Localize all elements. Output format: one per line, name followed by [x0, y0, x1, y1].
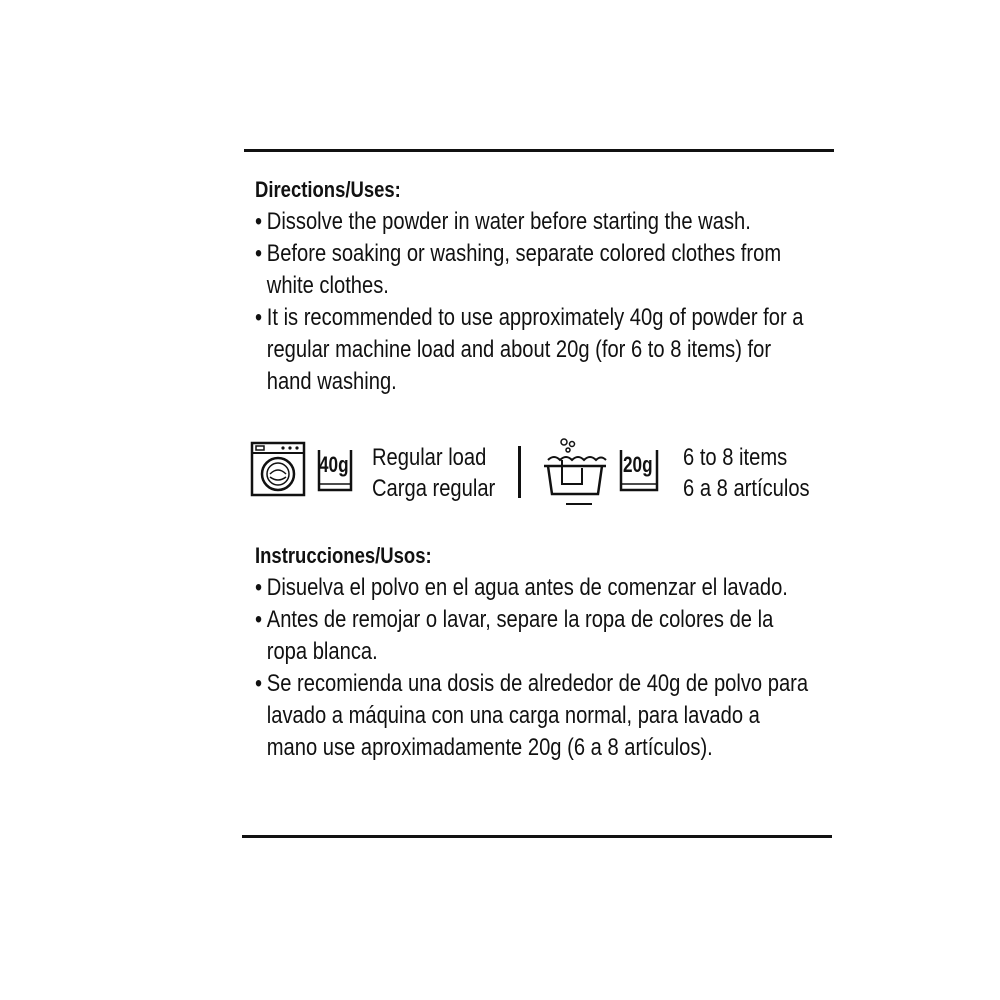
regular-load-label-en: Regular load — [372, 444, 487, 471]
dosage-guide — [250, 438, 840, 508]
list-item-text: Dissolve the powder in water before starting the wash. — [266, 208, 751, 235]
directions-list — [255, 206, 835, 398]
list-item-text: It is recommended to use approximately 40g of powder for a regular machine load and about 20g (for 6 to 8 items) for hand washing. — [266, 304, 804, 395]
list-item — [255, 572, 813, 604]
list-item-text: Se recomienda una dosis de alrededor de 40g de polvo para lavado a máquina con una carga normal, para lavado a mano use aproximadamente 20g (6 a 8 artículos). — [266, 670, 809, 761]
bottom-divider-line — [242, 835, 832, 838]
dose-amount-40g: 40g — [319, 452, 349, 477]
bullet-icon: • — [255, 670, 263, 697]
hand-wash-basin-icon — [540, 438, 610, 510]
list-item — [255, 604, 813, 668]
dose-amount-20g: 20g — [623, 452, 653, 477]
hand-wash-label-en: 6 to 8 items — [683, 444, 788, 471]
list-item — [255, 238, 813, 302]
directions-heading: Directions/Uses: — [255, 177, 401, 202]
list-item — [255, 206, 813, 238]
dose-40g-badge — [316, 446, 354, 499]
list-item — [255, 668, 813, 764]
regular-load-label-es: Carga regular — [372, 475, 496, 502]
list-item — [255, 302, 813, 398]
list-item-text: Before soaking or washing, separate colored clothes from white clothes. — [266, 240, 782, 299]
regular-load-labels — [372, 442, 495, 504]
bullet-icon: • — [255, 208, 263, 235]
directions-spanish — [255, 540, 835, 764]
instrucciones-heading: Instrucciones/Usos: — [255, 543, 432, 568]
directions-english — [255, 174, 835, 398]
washing-machine-icon — [250, 441, 306, 497]
bullet-icon: • — [255, 240, 263, 267]
bullet-icon: • — [255, 304, 263, 331]
instrucciones-list — [255, 572, 835, 764]
hand-wash-label-es: 6 a 8 artículos — [683, 475, 810, 502]
list-item-text: Disuelva el polvo en el agua antes de comenzar el lavado. — [266, 574, 788, 601]
bullet-icon: • — [255, 574, 263, 601]
top-divider-line — [244, 149, 834, 152]
hand-wash-labels — [683, 442, 810, 504]
dose-20g-badge — [618, 446, 660, 499]
bullet-icon: • — [255, 606, 263, 633]
vertical-divider — [518, 446, 521, 498]
list-item-text: Antes de remojar o lavar, separe la ropa de colores de la ropa blanca. — [266, 606, 774, 665]
